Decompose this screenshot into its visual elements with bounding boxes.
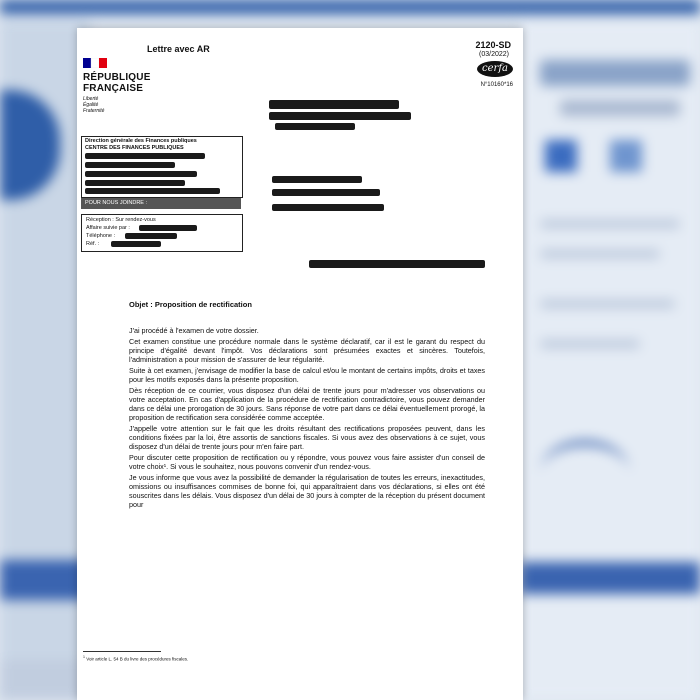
redacted-phone — [125, 233, 177, 239]
background-text-line — [540, 220, 680, 228]
case-handler-label: Affaire suivie par : — [86, 225, 130, 231]
background-top-band — [0, 0, 700, 14]
redacted-recipient-name — [275, 123, 355, 130]
redacted-recipient-name — [269, 112, 411, 120]
francaise-label: FRANÇAISE — [83, 83, 144, 94]
redacted-address-line — [272, 176, 362, 183]
form-date: (03/2022) — [479, 51, 509, 58]
background-right-title — [540, 60, 690, 86]
reception-mode: Réception : Sur rendez-vous — [86, 217, 156, 223]
body-paragraph: Cet examen constitue une procédure normale dans le système déclaratif, car il est le garant du respect du principe d'égalité devant l'impôt. Vos déclarations sont présumées exactes et sincères. Toutefois, l'administration a pour mission de s'assurer de leur régularité. — [129, 337, 485, 364]
cerfa-number: N°10160*16 — [480, 82, 513, 88]
footnote-mark: 1 — [83, 655, 85, 659]
contact-banner: POUR NOUS JOINDRE : — [81, 198, 241, 209]
body-paragraph: Dès réception de ce courrier, vous disposez d'un délai de trente jours pour m'adresser vos observations ou votre acceptation. En cas d'application de la procédure de rectification contradictoire, vous pouvez demander dans ce délai une prorogation de 30 jours. Sans réponse de votre part dans ce délai éventuellement prorogé, la proposition de rectification sera considérée comme acceptée. — [129, 386, 485, 422]
letter-body — [129, 326, 485, 511]
footnote — [83, 655, 188, 662]
tax-letter-document — [77, 28, 523, 700]
motto-liberte: Liberté — [83, 96, 99, 102]
redacted-admin-line — [85, 188, 220, 194]
redacted-admin-line — [85, 162, 175, 168]
marianne-flag-icon — [83, 58, 107, 68]
republique-label: RÉPUBLIQUE — [83, 72, 151, 83]
cerfa-logo: cerfa — [477, 61, 513, 77]
form-number: 2120-SD — [475, 40, 511, 50]
background-arc — [540, 440, 630, 506]
body-paragraph: J'ai procédé à l'examen de votre dossier. — [129, 326, 259, 335]
redacted-address-line — [272, 189, 380, 196]
footnote-text: Voir article L. 54 B du livre des procédures fiscales. — [86, 656, 189, 662]
footnote-separator — [83, 651, 161, 652]
background-right-strip — [520, 562, 700, 594]
motto-egalite: Égalité — [83, 102, 99, 108]
redacted-admin-line — [85, 171, 197, 177]
background-right-panel — [520, 20, 700, 700]
redacted-admin-line — [85, 153, 205, 159]
background-text-line — [540, 300, 675, 308]
redacted-recipient-name — [269, 100, 399, 109]
background-text-line — [540, 250, 660, 258]
background-square-light — [610, 140, 642, 172]
motto-fraternite: Fraternité — [83, 108, 105, 114]
phone-label: Téléphone : — [86, 233, 116, 239]
body-paragraph: Suite à cet examen, j'envisage de modifier la base de calcul et/ou le montant de certains impôts, droits et taxes pour les motifs exposés dans la présente proposition. — [129, 366, 485, 384]
body-paragraph: Pour discuter cette proposition de rectification ou y répondre, vous pouvez vous faire assister d'un conseil de votre choix¹. Si vous le souhaitez, nous pouvons convenir d'un rendez-vous. — [129, 453, 485, 471]
redacted-reference — [111, 241, 161, 247]
redacted-case-handler — [139, 225, 197, 231]
republic-motto — [83, 96, 104, 114]
reference-label: Réf. : — [86, 241, 100, 247]
body-paragraph: J'appelle votre attention sur le fait que les droits résultant des rectifications proposées peuvent, dans les conditions fixées par la loi, être assortis de sanctions fiscales. Si vous avez des observations à ce sujet, vous disposez d'un délai de trente jours pour m'en faire part. — [129, 424, 485, 451]
letter-subject: Objet : Proposition de rectification — [129, 300, 252, 309]
letter-type: Lettre avec AR — [147, 44, 210, 54]
administration-centre: CENTRE DES FINANCES PUBLIQUES — [85, 145, 184, 151]
redacted-admin-line — [85, 180, 185, 186]
administration-name: Direction générale des Finances publiques — [85, 138, 197, 144]
redacted-address-line — [272, 204, 384, 211]
background-right-subtitle — [560, 100, 680, 116]
background-square-dark — [545, 140, 577, 172]
redacted-date-place — [309, 260, 485, 268]
body-paragraph: Je vous informe que vous avez la possibilité de demander la régularisation de toutes les erreurs, inexactitudes, omissions ou insuffisances commises de bonne foi, qui apparaîtraient dans vos déclarations, si elles ont été souscrites dans les délais. Vous disposez d'un délai de 30 jours à compter de la réception du présent document pour — [129, 473, 485, 509]
background-text-line — [540, 340, 640, 348]
